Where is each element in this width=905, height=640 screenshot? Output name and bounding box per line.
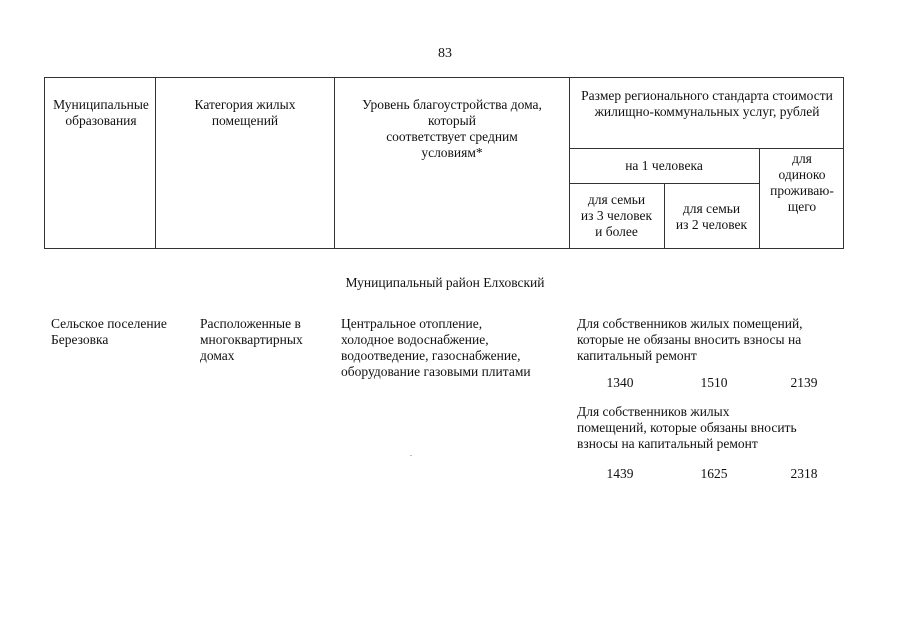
header-improvement-level: Уровень благоустройства дома, который соответствует средним условиям* xyxy=(362,97,542,160)
table-header xyxy=(44,77,844,249)
header-per-person: на 1 человека xyxy=(625,158,703,173)
column-divider xyxy=(155,78,156,248)
value-single-resident: 2139 xyxy=(790,375,818,390)
header-single-resident: для одиноко проживаю- щего xyxy=(770,151,834,214)
value-family-2: 1510 xyxy=(700,375,728,390)
scan-speck xyxy=(410,455,412,456)
row-divider xyxy=(569,148,843,149)
group-capital-repair-text: Для собственников жилых помещений, которые обязаны вносить взносы на капитальный ремонт xyxy=(577,404,797,451)
header-family-3plus: для семьи из 3 человек и более xyxy=(580,192,653,239)
cell-category: Расположенные в многоквартирных домах xyxy=(200,316,303,363)
page-number: 83 xyxy=(438,46,452,61)
header-standard-size: Размер регионального стандарта стоимости жилищно-коммунальных услуг, рублей xyxy=(581,88,833,119)
value-family-2: 1625 xyxy=(700,466,728,481)
header-category: Категория жилых помещений xyxy=(194,97,296,128)
value-family-3plus: 1340 xyxy=(606,375,634,390)
cell-improvement-level: Центральное отопление, холодное водоснабжение, водоотведение, газоснабжение, оборудование газовыми плитами xyxy=(341,316,531,379)
group-no-capital-repair-text: Для собственников жилых помещений, которые не обязаны вносить взносы на капитальный ремонт xyxy=(577,316,803,363)
header-family-2: для семьи из 2 человек xyxy=(675,201,748,232)
cell-municipality: Сельское поселение Березовка xyxy=(51,316,167,347)
value-family-3plus: 1439 xyxy=(606,466,634,481)
header-municipalities: Муниципальные образования xyxy=(53,97,149,128)
district-title: Муниципальный район Елховский xyxy=(345,275,545,290)
value-single-resident: 2318 xyxy=(790,466,818,481)
column-divider xyxy=(334,78,335,248)
